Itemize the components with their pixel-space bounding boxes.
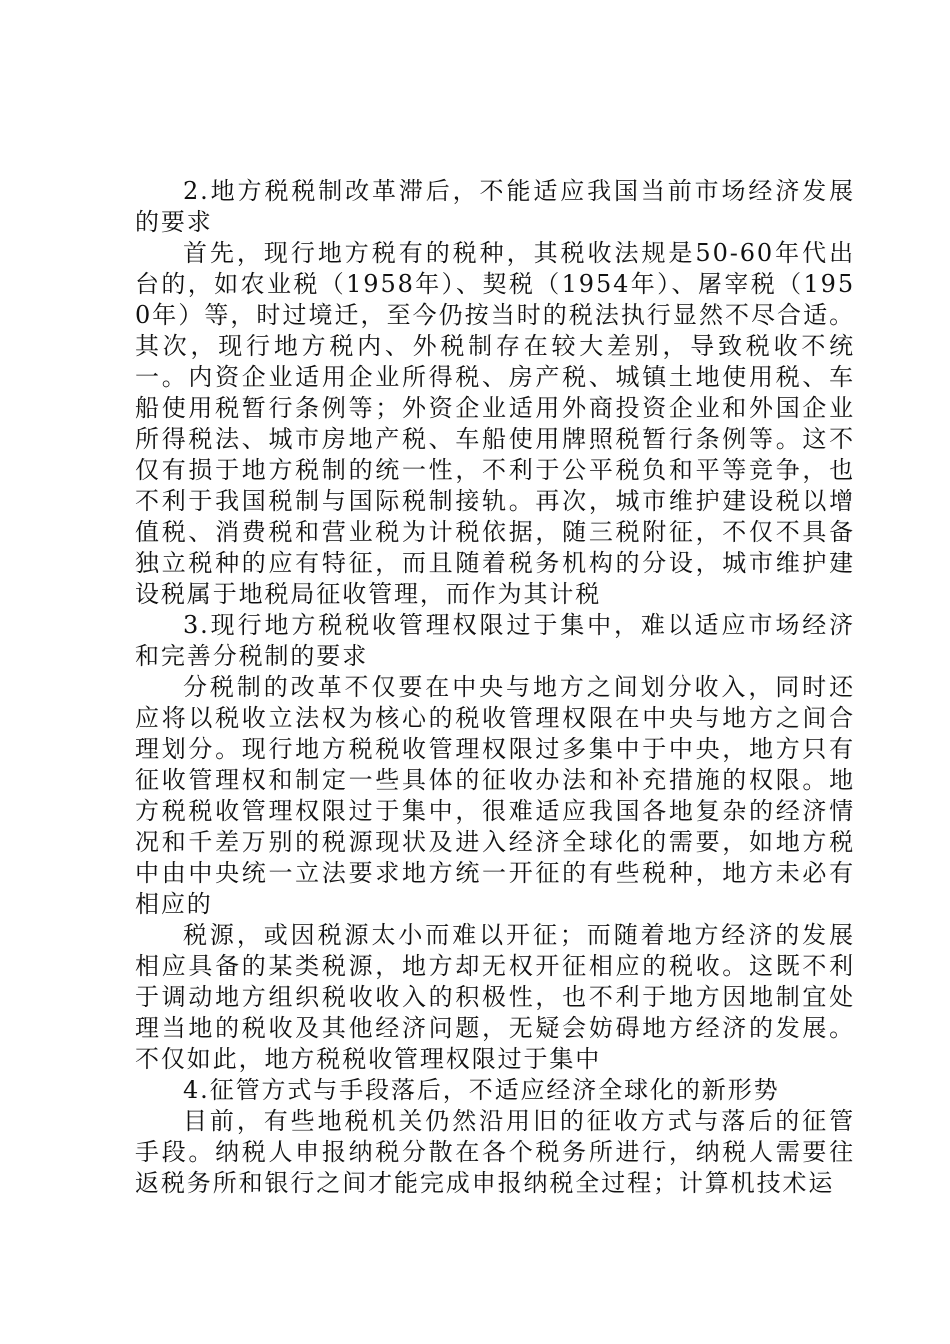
- body-paragraph: 分税制的改革不仅要在中央与地方之间划分收入，同时还应将以税收立法权为核心的税收管理权限在中央与地方之间合理划分。现行地方税税收管理权限过多集中于中央，地方只有征收管理权和制定一些具体的征收办法和补充措施的权限。地方税税收管理权限过于集中，很难适应我国各地复杂的经济情况和千差万别的税源现状及进入经济全球化的需要，如地方税中由中央统一立法要求地方统一开征的有些税种，地方未必有相应的: [135, 673, 855, 918]
- section-heading-4: 4.征管方式与手段落后，不适应经济全球化的新形势: [183, 1076, 780, 1104]
- body-paragraph: 目前，有些地税机关仍然沿用旧的征收方式与落后的征管手段。纳税人申报纳税分散在各个税务所进行，纳税人需要往返税务所和银行之间才能完成申报纳税全过程；计算机技术运: [135, 1107, 855, 1197]
- body-paragraph: 税源，或因税源太小而难以开征；而随着地方经济的发展相应具备的某类税源，地方却无权开征相应的税收。这既不利于调动地方组织税收收入的积极性，也不利于地方因地制宜处理当地的税收及其他经济问题，无疑会妨碍地方经济的发展。不仅如此，地方税税收管理权限过于集中: [135, 921, 855, 1073]
- document-body: [135, 176, 855, 1199]
- section-heading-2: 2.地方税税制改革滞后，不能适应我国当前市场经济发展的要求: [135, 177, 855, 236]
- section-heading-3: 3.现行地方税税收管理权限过于集中，难以适应市场经济和完善分税制的要求: [135, 611, 855, 670]
- body-paragraph: 首先，现行地方税有的税种，其税收法规是50-60年代出台的，如农业税（1958年）、契税（1954年）、屠宰税（1950年）等，时过境迁，至今仍按当时的税法执行显然不尽合适。其次，现行地方税内、外税制存在较大差别，导致税收不统一。内资企业适用企业所得税、房产税、城镇土地使用税、车船使用税暂行条例等；外资企业适用外商投资企业和外国企业所得税法、城市房地产税、车船使用牌照税暂行条例等。这不仅有损于地方税制的统一性，不利于公平税负和平等竞争，也不利于我国税制与国际税制接轨。再次，城市维护建设税以增值税、消费税和营业税为计税依据，随三税附征，不仅不具备独立税种的应有特征，而且随着税务机构的分设，城市维护建设税属于地税局征收管理，而作为其计税: [135, 239, 855, 608]
